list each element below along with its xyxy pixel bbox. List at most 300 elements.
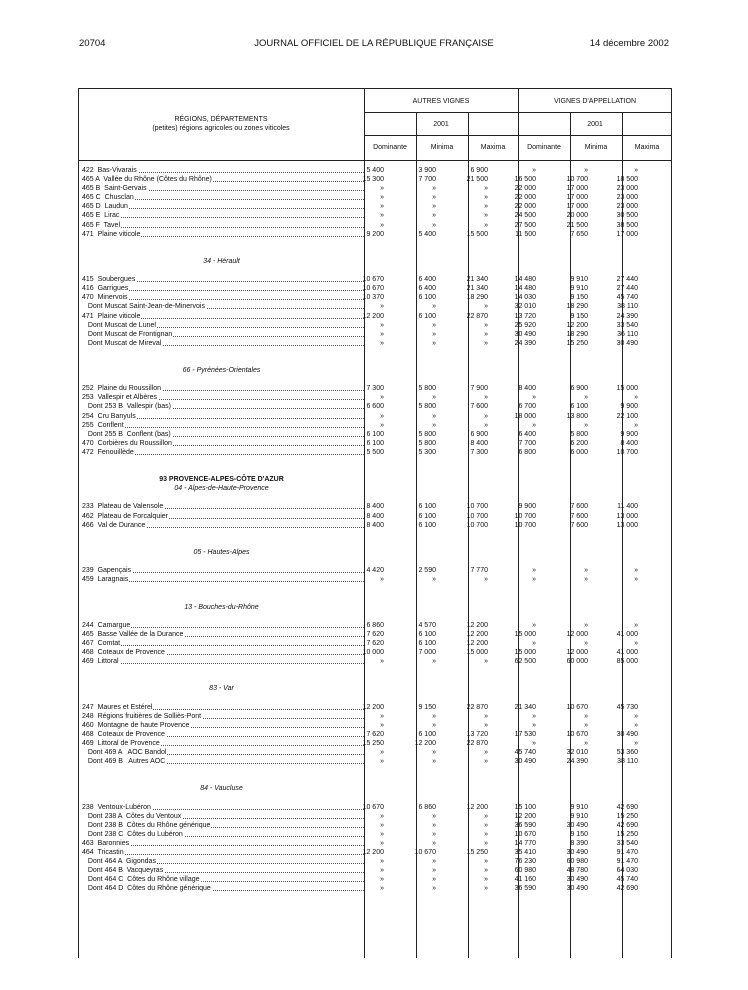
value-cell: 41 000 (616, 630, 638, 638)
row-label: 463 Baronnies (82, 839, 130, 847)
value-cell: » (380, 885, 384, 893)
row-label: 465 C Chusclan (82, 194, 134, 202)
value-cell: 15 000 (466, 648, 488, 656)
value-cell: » (380, 821, 384, 829)
value-cell: » (380, 867, 384, 875)
value-cell: 6 900 (470, 167, 488, 174)
page-date: 14 décembre 2002 (589, 38, 669, 49)
value-cell: 6 100 (418, 294, 436, 302)
table-body (78, 166, 672, 894)
row-label-cell (82, 284, 364, 293)
leader-dots (82, 645, 364, 646)
row-label-cell (82, 875, 364, 884)
value-cell: » (484, 421, 488, 429)
value-cell: » (484, 394, 488, 402)
value-cell: » (432, 839, 436, 847)
value-cell: 17 000 (566, 203, 588, 211)
row-label-cell (82, 293, 364, 302)
value-cell: 6 100 (418, 630, 436, 638)
row-label: 238 Ventoux-Lubéron (82, 803, 151, 811)
value-cell: 22 870 (466, 312, 488, 320)
value-cell: 45 730 (616, 703, 638, 711)
year-autres: 2001 (433, 121, 449, 128)
department-heading (78, 484, 672, 493)
value-cell: » (432, 858, 436, 866)
row-label: 466 Val de Durance (82, 521, 146, 529)
value-cell: 33 540 (616, 839, 638, 847)
table-row (78, 875, 672, 884)
value-cell: 12 200 (466, 803, 488, 811)
value-cell: 2 590 (418, 567, 436, 575)
value-cell: 9 910 (570, 812, 588, 820)
row-label: Dont 469 B Autres AOC (82, 758, 166, 766)
table-row (78, 221, 672, 230)
value-cell: 12 200 (566, 321, 588, 329)
value-cell: 4 570 (418, 621, 436, 629)
value-cell: 15 250 (616, 812, 638, 820)
value-cell: » (380, 858, 384, 866)
table-row (78, 166, 672, 175)
row-label: Dont 464 B Vacqueyras (82, 867, 164, 875)
spacer-row (78, 466, 672, 475)
value-cell: 10 670 (362, 803, 384, 811)
value-cell: » (432, 876, 436, 884)
table-row (78, 730, 672, 739)
value-cell: 91 470 (616, 858, 638, 866)
value-cell: 12 200 (362, 703, 384, 711)
value-cell: » (380, 712, 384, 720)
row-label: 471 Plaine viticole (82, 230, 141, 238)
table-row (78, 284, 672, 293)
value-cell: » (484, 712, 488, 720)
row-label-cell (82, 302, 364, 311)
value-cell: 24 390 (616, 312, 638, 320)
value-cell: 17 000 (566, 194, 588, 202)
row-label: Dont 253 B Vallespir (bas) (82, 403, 171, 411)
value-cell: » (432, 658, 436, 666)
value-cell: 7 770 (470, 567, 488, 575)
row-label-cell (82, 757, 364, 766)
value-cell: 6 100 (570, 403, 588, 411)
value-cell: 21 340 (466, 285, 488, 293)
value-cell: 18 500 (616, 176, 638, 184)
value-cell: 12 200 (514, 812, 536, 820)
value-cell: » (484, 830, 488, 838)
leader-dots (82, 217, 364, 218)
col-dominante: Dominante (373, 144, 407, 151)
row-label-cell (82, 384, 364, 393)
row-label: 469 Littoral (82, 658, 119, 666)
value-cell: 38 110 (617, 758, 638, 766)
row-label: Dont 238 B Côtes du Rhône générique (82, 821, 211, 829)
region-label: 93 PROVENCE-ALPES-CÔTE D'AZUR (159, 476, 284, 484)
value-cell: 9 150 (570, 294, 588, 302)
value-cell: 15 000 (616, 385, 638, 393)
value-cell: » (380, 303, 384, 311)
value-cell: 9 900 (518, 503, 536, 511)
row-label-cell (82, 202, 364, 211)
value-cell: 9 900 (620, 403, 638, 411)
year-appellation: 2001 (587, 121, 603, 128)
value-cell: 14 480 (514, 276, 536, 284)
value-cell: 10 700 (514, 512, 536, 520)
value-cell: 5 800 (418, 430, 436, 438)
value-cell: » (584, 739, 588, 747)
table-row (78, 412, 672, 421)
value-cell: 5 300 (418, 448, 436, 456)
table-row (78, 630, 672, 639)
value-cell: 18 290 (566, 303, 588, 311)
table-row (78, 648, 672, 657)
department-heading (78, 548, 672, 557)
value-cell: » (432, 203, 436, 211)
value-cell: 10 670 (566, 730, 588, 738)
row-label: 255 Conflent (82, 421, 124, 429)
row-label: 468 Coteaux de Provence (82, 730, 165, 738)
spacer-row (78, 675, 672, 684)
value-cell: 10 700 (566, 176, 588, 184)
value-cell: » (380, 876, 384, 884)
value-cell: » (484, 721, 488, 729)
value-cell: 5 500 (366, 448, 384, 456)
header-divider (364, 135, 672, 136)
value-cell: 10 700 (466, 512, 488, 520)
value-cell: 15 000 (514, 648, 536, 656)
value-cell: 7 700 (518, 439, 536, 447)
value-cell: 7 620 (366, 639, 384, 647)
value-cell: 30 490 (616, 339, 638, 347)
value-cell: » (584, 712, 588, 720)
value-cell: 7 900 (470, 385, 488, 393)
value-cell: 27 500 (514, 221, 536, 229)
table-row (78, 312, 672, 321)
table-row (78, 803, 672, 812)
table-row (78, 639, 672, 648)
value-cell: » (380, 321, 384, 329)
value-cell: 36 110 (617, 330, 638, 338)
table-row (78, 293, 672, 302)
value-cell: 9 910 (570, 285, 588, 293)
value-cell: » (584, 721, 588, 729)
value-cell: 22 000 (514, 203, 536, 211)
value-cell: 22 000 (514, 194, 536, 202)
value-cell: 10 670 (414, 849, 436, 857)
value-cell: 6 400 (418, 276, 436, 284)
value-cell: 22 870 (466, 703, 488, 711)
row-label-cell (82, 803, 364, 812)
spacer-row (78, 493, 672, 502)
value-cell: 41 160 (514, 876, 536, 884)
value-cell: » (634, 639, 638, 647)
row-label: Dont 255 B Conflent (bas) (82, 430, 171, 438)
department-heading (78, 784, 672, 793)
table-row (78, 866, 672, 875)
spacer-row (78, 457, 672, 466)
value-cell: 7 600 (470, 403, 488, 411)
table-row (78, 430, 672, 439)
value-cell: 9 150 (418, 703, 436, 711)
value-cell: 12 000 (566, 648, 588, 656)
row-label-cell (82, 575, 364, 584)
value-cell: 6 900 (470, 430, 488, 438)
row-label: 470 Minervois (82, 294, 128, 302)
value-cell: 12 200 (466, 630, 488, 638)
table-row (78, 175, 672, 184)
value-cell: 18 290 (566, 330, 588, 338)
row-label-cell (82, 857, 364, 866)
value-cell: 6 400 (418, 285, 436, 293)
value-cell: 6 100 (418, 503, 436, 511)
table-row (78, 402, 672, 411)
value-cell: » (484, 203, 488, 211)
value-cell: 42 690 (616, 885, 638, 893)
value-cell: 21 340 (514, 703, 536, 711)
value-cell: 60 000 (566, 658, 588, 666)
value-cell: » (484, 185, 488, 193)
leader-dots (82, 227, 364, 228)
row-label-cell (82, 748, 364, 757)
value-cell: 7 700 (418, 176, 436, 184)
table-row (78, 857, 672, 866)
leader-dots (82, 663, 364, 664)
value-cell: 30 490 (566, 876, 588, 884)
table-row (78, 184, 672, 193)
spacer-row (78, 539, 672, 548)
value-cell: » (484, 758, 488, 766)
department-label: 84 - Vaucluse (200, 785, 243, 793)
value-cell: 30 490 (566, 849, 588, 857)
row-label: 464 Tricastin (82, 849, 124, 857)
table-row (78, 275, 672, 284)
value-cell: 42 690 (616, 803, 638, 811)
value-cell: 13 000 (616, 521, 638, 529)
value-cell: » (532, 721, 536, 729)
row-label: 465 A Vallée du Rhône (Côtes du Rhône) (82, 176, 212, 184)
value-cell: 7 620 (366, 730, 384, 738)
spacer-row (78, 557, 672, 566)
value-cell: 30 490 (566, 885, 588, 893)
value-cell: » (532, 621, 536, 629)
col-minima: Minima (430, 144, 454, 151)
value-cell: » (634, 721, 638, 729)
spacer-row (78, 375, 672, 384)
value-cell: 8 400 (366, 503, 384, 511)
row-label-cell (82, 421, 364, 430)
row-label: 239 Gapençais (82, 567, 132, 575)
row-label: Dont 464 D Côtes du Rhône générique (82, 885, 211, 893)
header-divider (364, 112, 672, 113)
table-row (78, 703, 672, 712)
col-maxima: Maxima (480, 144, 506, 151)
value-cell: » (532, 167, 536, 174)
value-cell: 10 700 (616, 448, 638, 456)
table-row (78, 421, 672, 430)
value-cell: » (634, 567, 638, 575)
value-cell: » (432, 749, 436, 756)
value-cell: 8 400 (470, 439, 488, 447)
value-cell: 9 150 (570, 830, 588, 838)
value-cell: 9 900 (620, 430, 638, 438)
value-cell: 9 910 (570, 276, 588, 284)
value-cell: » (484, 303, 488, 311)
regions-title: RÉGIONS, DÉPARTEMENTS (174, 116, 268, 123)
value-cell: 14 480 (514, 285, 536, 293)
value-cell: 15 000 (514, 630, 536, 638)
value-cell: 45 740 (616, 294, 638, 302)
value-cell: » (432, 885, 436, 893)
row-label-cell (82, 175, 364, 184)
value-cell: 21 500 (566, 221, 588, 229)
table-row (78, 512, 672, 521)
value-cell: 9 200 (366, 230, 384, 238)
table-row (78, 739, 672, 748)
table-row (78, 657, 672, 666)
row-label: 422 Bas-Vivarais (82, 167, 137, 174)
table-row (78, 384, 672, 393)
value-cell: 60 980 (514, 867, 536, 875)
col-minima: Minima (584, 144, 608, 151)
value-cell: » (432, 321, 436, 329)
row-label-cell (82, 721, 364, 730)
value-cell: » (484, 339, 488, 347)
value-cell: » (484, 576, 488, 584)
value-cell: 27 440 (616, 276, 638, 284)
value-cell: 6 900 (570, 385, 588, 393)
value-cell: 6 860 (366, 621, 384, 629)
value-cell: 6 000 (570, 448, 588, 456)
department-heading (78, 257, 672, 266)
department-heading (78, 603, 672, 612)
row-label-cell (82, 739, 364, 748)
value-cell: 32 010 (566, 749, 588, 756)
row-label: 462 Plateau de Forcalquier (82, 512, 168, 520)
value-cell: 10 700 (466, 503, 488, 511)
value-cell: » (484, 330, 488, 338)
row-label: 233 Plateau de Valensole (82, 503, 164, 511)
value-cell: 7 000 (418, 648, 436, 656)
value-cell: » (484, 658, 488, 666)
value-cell: 38 110 (617, 303, 638, 311)
row-label: Dont Muscat de Mireval (82, 339, 162, 347)
value-cell: » (380, 185, 384, 193)
row-label: 469 Littoral de Provence (82, 739, 160, 747)
spacer-row (78, 530, 672, 539)
value-cell: 20 000 (566, 212, 588, 220)
value-cell: 7 300 (366, 385, 384, 393)
row-label-cell (82, 521, 364, 530)
value-cell: 6 700 (518, 403, 536, 411)
value-cell: » (584, 576, 588, 584)
value-cell: 33 540 (616, 321, 638, 329)
value-cell: 15 250 (362, 739, 384, 747)
value-cell: 3 900 (418, 167, 436, 174)
value-cell: » (380, 758, 384, 766)
value-cell: » (532, 567, 536, 575)
table-row (78, 757, 672, 766)
value-cell: 13 800 (566, 412, 588, 420)
value-cell: 13 720 (514, 312, 536, 320)
header-divider (78, 160, 672, 161)
value-cell: 21 500 (466, 176, 488, 184)
table-row (78, 193, 672, 202)
value-cell: » (532, 639, 536, 647)
value-cell: 30 490 (566, 821, 588, 829)
row-label-cell (82, 648, 364, 657)
row-label: Dont 464 C Côtes du Rhône village (82, 876, 200, 884)
table-row (78, 712, 672, 721)
value-cell: 6 200 (570, 439, 588, 447)
value-cell: » (380, 330, 384, 338)
group-vignes-appellation: VIGNES D'APPELLATION (553, 98, 637, 105)
value-cell: » (432, 812, 436, 820)
row-label-cell (82, 703, 364, 712)
value-cell: 11 400 (617, 503, 638, 511)
row-label-cell (82, 193, 364, 202)
spacer-row (78, 793, 672, 802)
value-cell: 21 340 (466, 276, 488, 284)
value-cell: 13 000 (616, 512, 638, 520)
value-cell: » (484, 194, 488, 202)
value-cell: 6 100 (418, 521, 436, 529)
value-cell: » (484, 858, 488, 866)
value-cell: 15 250 (466, 849, 488, 857)
row-label: 472 Fenouillède (82, 448, 134, 456)
row-label: 252 Plaine du Roussillon (82, 385, 161, 393)
value-cell: » (584, 394, 588, 402)
value-cell: 6 100 (418, 730, 436, 738)
spacer-row (78, 593, 672, 602)
row-label-cell (82, 848, 364, 857)
value-cell: 13 720 (466, 730, 488, 738)
value-cell: 48 780 (566, 867, 588, 875)
value-cell: » (532, 421, 536, 429)
value-cell: 22 000 (514, 185, 536, 193)
row-label: 253 Vallespir et Albères (82, 394, 157, 402)
value-cell: 5 800 (418, 439, 436, 447)
row-label-cell (82, 393, 364, 402)
table-row (78, 748, 672, 757)
value-cell: 10 700 (466, 521, 488, 529)
row-label-cell (82, 312, 364, 321)
value-cell: » (432, 830, 436, 838)
row-label-cell (82, 639, 364, 648)
page-number: 20704 (79, 38, 106, 49)
value-cell: 91 470 (616, 849, 638, 857)
value-cell: 6 100 (418, 639, 436, 647)
value-cell: 15 100 (514, 803, 536, 811)
value-cell: 22 100 (616, 412, 638, 420)
value-cell: » (484, 321, 488, 329)
value-cell: 6 800 (518, 448, 536, 456)
value-cell: 14 030 (514, 294, 536, 302)
value-cell: 12 000 (566, 630, 588, 638)
row-label-cell (82, 512, 364, 521)
value-cell: 5 800 (418, 403, 436, 411)
table-row (78, 721, 672, 730)
value-cell: » (484, 821, 488, 829)
spacer-row (78, 693, 672, 702)
row-label: 416 Garrigues (82, 285, 129, 293)
value-cell: 12 200 (362, 849, 384, 857)
value-cell: 12 200 (466, 639, 488, 647)
row-label: 460 Montagne de haute Provence (82, 721, 190, 729)
table-row (78, 321, 672, 330)
value-cell: 42 690 (616, 821, 638, 829)
value-cell: » (634, 621, 638, 629)
value-cell: 11 500 (515, 230, 536, 238)
row-label: 247 Maures et Estérel (82, 703, 153, 711)
value-cell: 30 500 (616, 212, 638, 220)
